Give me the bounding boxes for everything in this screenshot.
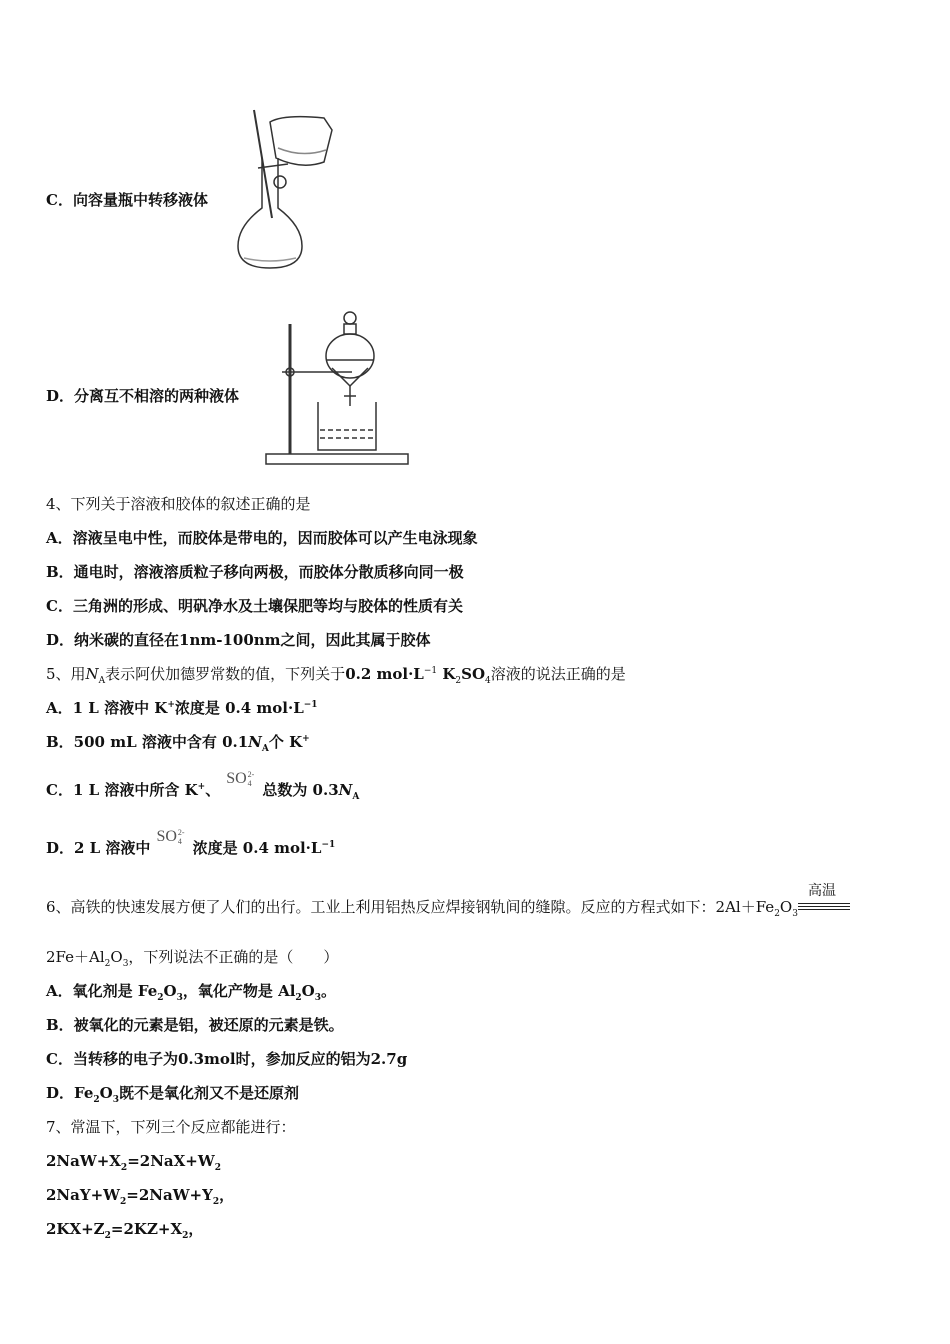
- text-line: [46, 981, 336, 1001]
- text-segment: N: [338, 781, 353, 799]
- text-segment: 4、下列关于溶液和胶体的叙述正确的是: [46, 495, 311, 513]
- text-line: [46, 1049, 407, 1069]
- text-segment: 2KX+Z: [46, 1220, 105, 1238]
- equals-bar: [798, 906, 850, 907]
- text-segment: +: [167, 700, 175, 710]
- text-segment: O: [99, 1084, 113, 1102]
- reaction-condition-equals: [798, 883, 850, 917]
- reaction-condition-label: 高温: [807, 883, 836, 899]
- sulfate-charge: 2-: [177, 828, 185, 837]
- text-segment: =2NaX+W: [127, 1152, 215, 1170]
- text-segment: 0.2 mol·L: [345, 665, 424, 683]
- text-segment: −1: [423, 666, 438, 676]
- text-line: [46, 732, 310, 752]
- sulfate-ion-formula: [156, 827, 184, 847]
- text-line: [46, 883, 850, 919]
- text-segment: SO: [461, 665, 486, 683]
- text-segment: 溶液的说法正确的是: [490, 665, 626, 683]
- text-segment: O: [163, 982, 177, 1000]
- sulfate-symbol: SO: [226, 770, 247, 787]
- text-segment: 既不是氧化剂又不是还原剂: [119, 1084, 300, 1102]
- text-segment: −1: [303, 700, 318, 710]
- text-segment: 2: [295, 993, 302, 1003]
- text-segment: B．500 mL 溶液中含有 0.1: [46, 733, 249, 751]
- text-segment: 2: [157, 993, 164, 1003]
- text-segment: N: [248, 733, 262, 751]
- text-segment: C．当转移的电子为0.3mol时，参加反应的铝为2.7g: [46, 1050, 408, 1068]
- text-segment: 2: [214, 1163, 221, 1173]
- text-line: [46, 1083, 299, 1103]
- text-segment: A: [98, 676, 106, 686]
- text-segment: A: [352, 792, 360, 802]
- text-segment: 总数为 0.3: [262, 781, 339, 799]
- text-segment: 2Fe＋Al: [46, 948, 105, 966]
- text-segment: C．向容量瓶中转移液体: [46, 191, 208, 209]
- text-segment: 2: [182, 1231, 189, 1241]
- text-line: [46, 1185, 234, 1205]
- text-line: [46, 494, 311, 514]
- text-segment: 2: [93, 1095, 100, 1105]
- text-segment: +: [197, 782, 206, 792]
- text-segment: 表示阿伏加德罗常数的值，下列关于: [105, 665, 346, 683]
- text-segment: 2: [120, 1163, 128, 1173]
- text-segment: 2NaW+X: [46, 1152, 121, 1170]
- text-line: [46, 947, 338, 967]
- text-segment: D．分离互不相溶的两种液体: [46, 387, 240, 405]
- text-segment: 浓度是 0.4 mol·L: [174, 699, 304, 717]
- text-segment: K: [437, 665, 456, 683]
- sulfate-index-stack: [178, 828, 185, 846]
- sulfate-ion-formula: [226, 769, 254, 789]
- text-segment: N: [85, 665, 99, 683]
- text-line: [46, 664, 626, 684]
- text-segment: 浓度是 0.4 mol·L: [192, 839, 322, 857]
- sulfate-subscript: 4: [247, 779, 252, 788]
- text-line: [46, 386, 239, 406]
- text-segment: 3: [112, 1095, 119, 1105]
- text-segment: 3: [792, 909, 798, 919]
- text-segment: O: [110, 948, 123, 966]
- equals-bar: [798, 903, 850, 904]
- text-line: [46, 528, 478, 548]
- text-segment: O: [779, 898, 793, 916]
- text-segment: ，下列说法不正确的是（ ）: [128, 948, 339, 966]
- text-segment: 6、高铁的快速发展方便了人们的出行。工业上利用铝热反应焊接钢轨间的缝隙。反应的方程式如下：2Al＋Fe: [46, 898, 775, 916]
- text-segment: 3: [122, 959, 129, 969]
- text-line: [46, 630, 431, 650]
- text-segment: 个 K: [268, 733, 303, 751]
- text-segment: 2: [455, 676, 462, 686]
- sulfate-charge: 2-: [247, 770, 255, 779]
- text-line: [46, 596, 463, 616]
- text-segment: 3: [314, 993, 322, 1003]
- text-segment: 2NaY+W: [46, 1186, 120, 1204]
- text-segment: 7、常温下，下列三个反应都能进行：: [46, 1118, 296, 1136]
- text-segment: B．被氧化的元素是铝，被还原的元素是铁。: [46, 1016, 344, 1034]
- separatory-funnel-figure: [262, 306, 412, 468]
- sulfate-symbol: SO: [156, 828, 177, 845]
- text-segment: +: [302, 734, 310, 744]
- equals-bar: [798, 909, 850, 910]
- text-segment: C．三角洲的形成、明矾净水及土壤保肥等均与胶体的性质有关: [46, 597, 463, 615]
- text-line: [46, 828, 336, 859]
- sulfate-subscript: 4: [177, 837, 182, 846]
- text-line: [46, 770, 360, 802]
- text-segment: D．Fe: [46, 1084, 94, 1102]
- text-segment: A．1 L 溶液中 K: [46, 699, 168, 717]
- text-segment: 2: [120, 1197, 127, 1207]
- text-segment: 2: [774, 909, 780, 919]
- text-segment: 5、用: [46, 665, 86, 683]
- text-segment: ，氧化产物是 Al: [182, 982, 296, 1000]
- volumetric-flask-transfer-figure: [232, 108, 342, 272]
- text-line: [46, 562, 464, 582]
- text-segment: =2KZ+X: [110, 1220, 183, 1238]
- text-segment: A: [261, 744, 269, 754]
- text-line: [46, 1151, 221, 1171]
- text-segment: 。: [321, 982, 337, 1000]
- text-segment: 3: [176, 993, 183, 1003]
- text-segment: 2: [104, 1231, 111, 1241]
- text-segment: 4: [485, 676, 491, 686]
- text-segment: =2NaW+Y: [126, 1186, 213, 1204]
- text-segment: ，: [219, 1186, 235, 1204]
- text-segment: B．通电时，溶液溶质粒子移向两极，而胶体分散质移向同一极: [46, 563, 464, 581]
- text-line: [46, 190, 208, 210]
- text-segment: 2: [104, 959, 111, 969]
- text-line: [46, 1015, 344, 1035]
- text-segment: ，: [188, 1220, 204, 1238]
- text-line: [46, 698, 318, 718]
- text-line: [46, 1117, 296, 1137]
- text-line: [46, 1219, 203, 1239]
- text-segment: A．氧化剂是 Fe: [46, 982, 158, 1000]
- text-segment: O: [301, 982, 315, 1000]
- text-segment: 2: [212, 1197, 220, 1207]
- text-segment: −1: [321, 840, 336, 850]
- text-segment: 、: [205, 781, 221, 799]
- text-segment: D．2 L 溶液中: [46, 839, 151, 857]
- text-segment: C．1 L 溶液中所含 K: [46, 781, 198, 799]
- text-segment: A．溶液呈电中性，而胶体是带电的，因而胶体可以产生电泳现象: [46, 529, 478, 547]
- sulfate-index-stack: [248, 770, 255, 788]
- text-segment: D．纳米碳的直径在1nm-100nm之间，因此其属于胶体: [46, 631, 431, 649]
